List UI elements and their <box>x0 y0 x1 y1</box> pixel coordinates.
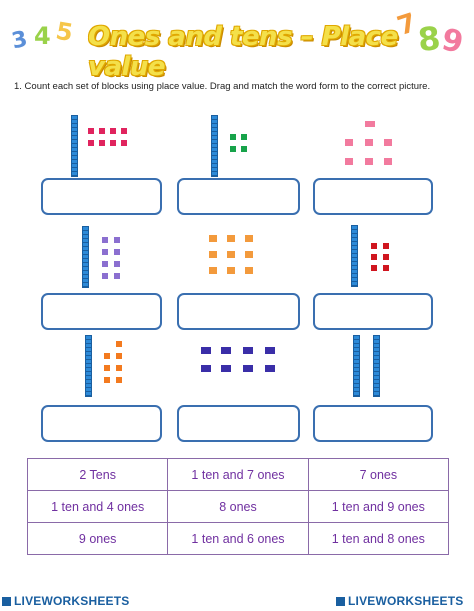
one-block <box>104 377 110 383</box>
word-card[interactable]: 1 ten and 9 ones <box>308 491 448 523</box>
word-bank-table <box>27 458 449 555</box>
one-block <box>102 261 108 267</box>
digit-5: 5 <box>53 16 76 48</box>
one-block <box>221 365 231 372</box>
one-block <box>102 249 108 255</box>
one-block <box>383 265 389 271</box>
ten-rod <box>373 335 380 397</box>
word-card[interactable]: 1 ten and 7 ones <box>168 459 308 491</box>
digit-8: 8 <box>416 18 443 60</box>
digit-9: 9 <box>438 22 467 61</box>
word-card[interactable]: 9 ones <box>28 523 168 555</box>
ten-rod <box>85 335 92 397</box>
one-block <box>116 341 122 347</box>
footer-brand-right <box>336 594 463 608</box>
ones-group <box>230 134 250 154</box>
answer-dropzone-9[interactable] <box>313 405 433 442</box>
one-block <box>116 377 122 383</box>
one-block <box>88 140 94 146</box>
one-block <box>209 251 217 258</box>
one-block <box>384 139 392 146</box>
one-block <box>209 235 217 242</box>
ten-rod <box>211 115 218 177</box>
one-block <box>221 347 231 354</box>
one-block <box>345 158 353 165</box>
table-row <box>28 459 449 491</box>
ones-group <box>104 341 126 385</box>
table-row <box>28 523 449 555</box>
word-card[interactable]: 7 ones <box>308 459 448 491</box>
answer-dropzone-7[interactable] <box>41 405 162 442</box>
one-block <box>383 254 389 260</box>
one-block <box>110 140 116 146</box>
answer-dropzone-1[interactable] <box>41 178 162 215</box>
ten-rod <box>71 115 78 177</box>
decorative-numbers-left <box>10 14 80 54</box>
one-block <box>365 158 373 165</box>
one-block <box>104 353 110 359</box>
one-block <box>365 121 375 127</box>
one-block <box>241 146 247 152</box>
one-block <box>114 249 120 255</box>
one-block <box>243 365 253 372</box>
one-block <box>371 265 377 271</box>
one-block <box>245 267 253 274</box>
one-block <box>121 128 127 134</box>
one-block <box>265 365 275 372</box>
one-block <box>104 365 110 371</box>
ten-rod <box>351 225 358 287</box>
one-block <box>88 128 94 134</box>
one-block <box>265 347 275 354</box>
one-block <box>114 261 120 267</box>
digit-7: 7 <box>393 7 421 43</box>
answer-dropzone-3[interactable] <box>313 178 433 215</box>
one-block <box>102 237 108 243</box>
one-block <box>102 273 108 279</box>
one-block <box>371 254 377 260</box>
answer-dropzone-4[interactable] <box>41 293 162 330</box>
one-block <box>201 365 211 372</box>
one-block <box>365 139 373 146</box>
answer-dropzone-5[interactable] <box>177 293 300 330</box>
one-block <box>383 243 389 249</box>
one-block <box>227 267 235 274</box>
one-block <box>114 273 120 279</box>
one-block <box>110 128 116 134</box>
one-block <box>241 134 247 140</box>
digit-3: 3 <box>9 26 30 55</box>
ones-group <box>209 235 259 275</box>
ones-group <box>88 128 128 158</box>
page-title: Ones and tens – Place value <box>88 22 398 82</box>
one-block <box>114 237 120 243</box>
footer-brand-left <box>2 594 129 608</box>
instruction-text: 1. Count each set of blocks using place value. Drag and match the word form to the correct picture. <box>14 81 431 92</box>
answer-dropzone-6[interactable] <box>313 293 433 330</box>
one-block <box>227 251 235 258</box>
word-card[interactable]: 2 Tens <box>28 459 168 491</box>
one-block <box>99 128 105 134</box>
ones-group <box>201 347 281 373</box>
one-block <box>121 140 127 146</box>
ones-group <box>343 121 393 167</box>
one-block <box>201 347 211 354</box>
liveworksheets-logo-icon <box>2 597 11 606</box>
one-block <box>99 140 105 146</box>
one-block <box>243 347 253 354</box>
ones-group <box>371 243 393 271</box>
one-block <box>116 365 122 371</box>
liveworksheets-logo-icon <box>336 597 345 606</box>
one-block <box>245 251 253 258</box>
word-card[interactable]: 1 ten and 8 ones <box>308 523 448 555</box>
digit-4: 4 <box>34 22 51 50</box>
brand-text: LIVEWORKSHEETS <box>348 594 464 608</box>
answer-dropzone-8[interactable] <box>177 405 300 442</box>
word-card[interactable]: 8 ones <box>168 491 308 523</box>
ones-group <box>102 237 122 281</box>
word-card[interactable]: 1 ten and 4 ones <box>28 491 168 523</box>
one-block <box>230 134 236 140</box>
one-block <box>209 267 217 274</box>
one-block <box>384 158 392 165</box>
one-block <box>230 146 236 152</box>
ten-rod <box>82 226 89 288</box>
brand-text: LIVEWORKSHEETS <box>14 594 130 608</box>
answer-dropzone-2[interactable] <box>177 178 300 215</box>
table-row <box>28 491 449 523</box>
word-card[interactable]: 1 ten and 6 ones <box>168 523 308 555</box>
ten-rod <box>353 335 360 397</box>
one-block <box>116 353 122 359</box>
one-block <box>345 139 353 146</box>
one-block <box>227 235 235 242</box>
one-block <box>371 243 377 249</box>
decorative-numbers-right <box>392 6 468 60</box>
one-block <box>245 235 253 242</box>
